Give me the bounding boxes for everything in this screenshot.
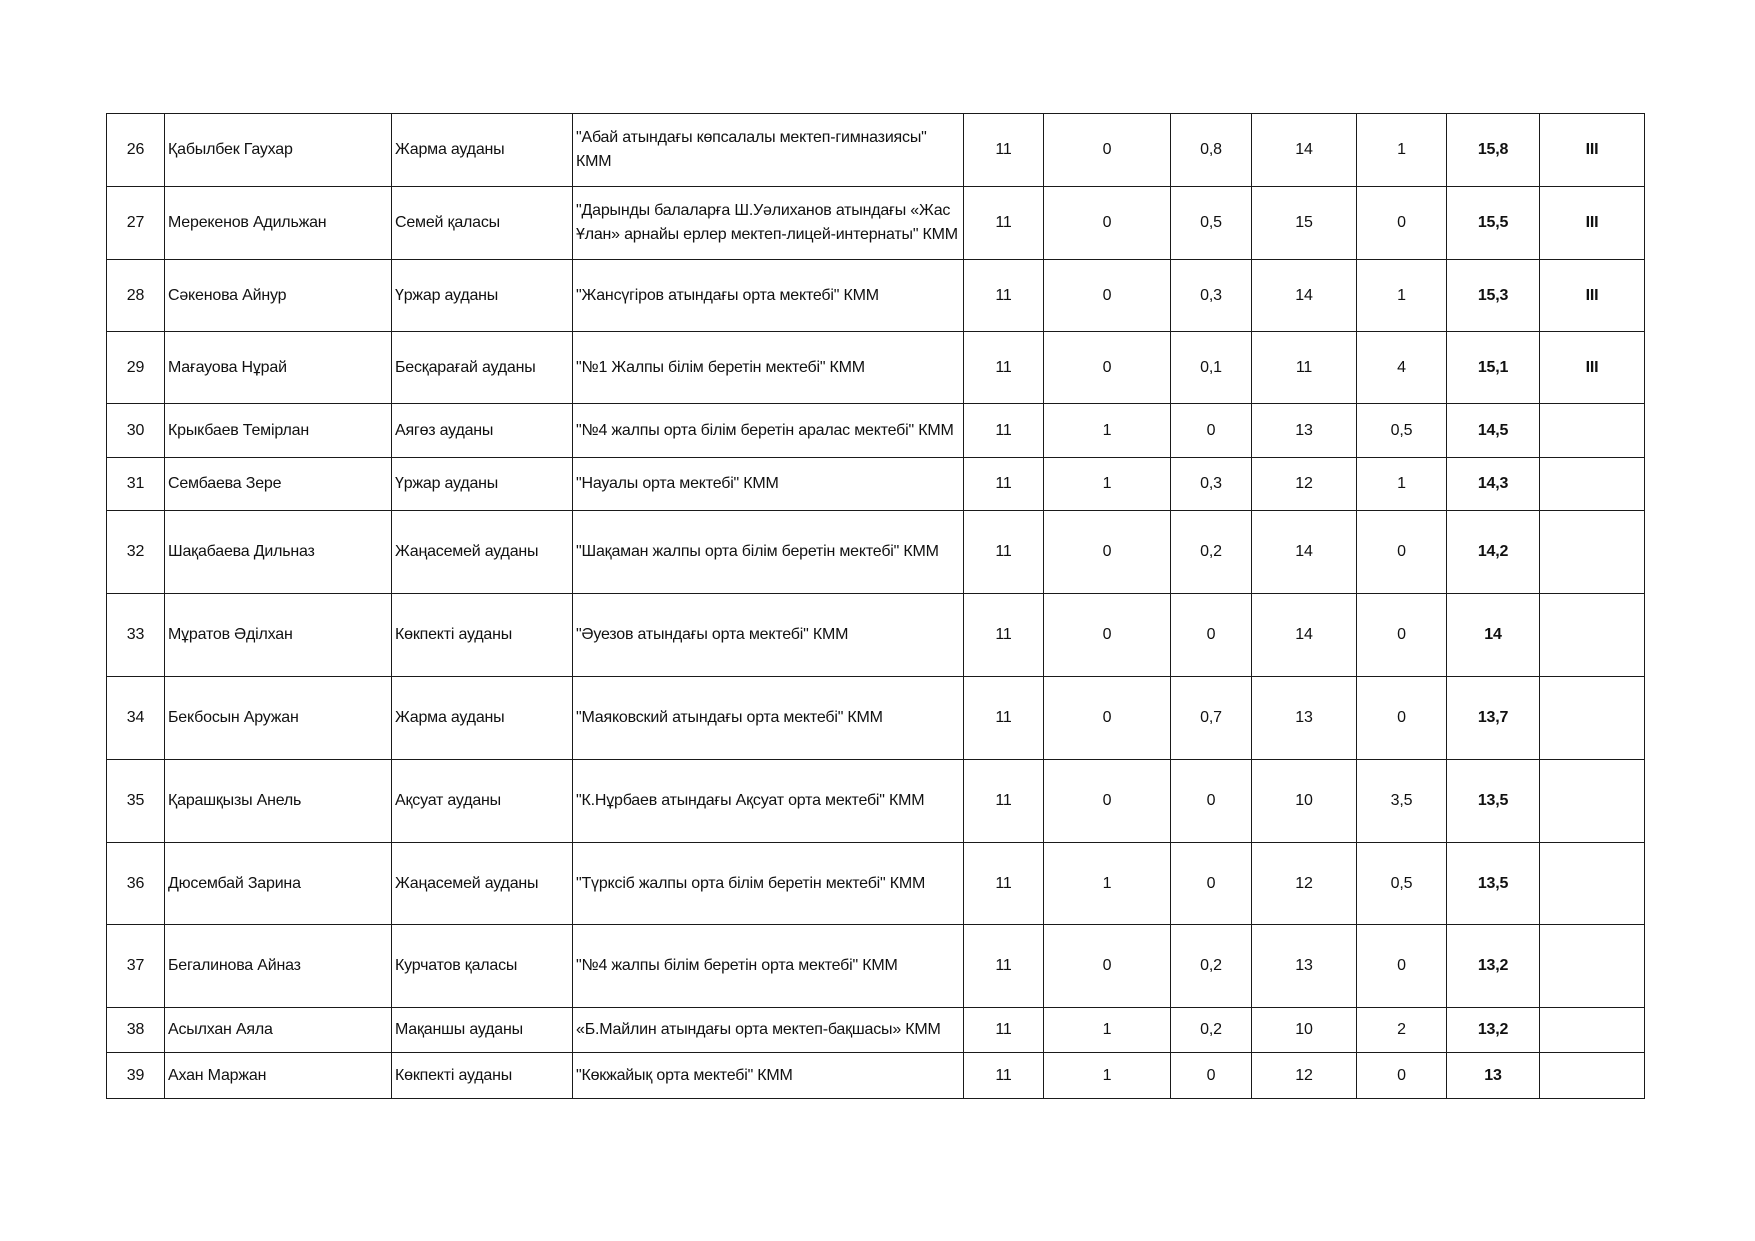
table-row [107,458,1645,511]
score-1-cell: 1 [1044,404,1171,458]
score-2-cell: 0,2 [1171,1008,1252,1053]
place-award-cell [1540,760,1645,843]
score-3-cell: 12 [1252,1053,1357,1099]
total-score-cell: 15,8 [1447,114,1540,187]
score-1-cell: 0 [1044,594,1171,677]
table-row [107,260,1645,332]
district-cell: Мақаншы ауданы [392,1008,573,1053]
score-2-cell: 0 [1171,760,1252,843]
school-name-cell: "№4 жалпы білім беретін орта мектебі" КММ [573,925,964,1008]
score-3-cell: 13 [1252,925,1357,1008]
score-2-cell: 0,5 [1171,187,1252,260]
total-score-cell: 13 [1447,1053,1540,1099]
total-score-cell: 13,2 [1447,1008,1540,1053]
participant-name-cell: Бекбосын Аружан [165,677,392,760]
grade-cell: 11 [964,458,1044,511]
district-cell: Жарма ауданы [392,677,573,760]
score-1-cell: 1 [1044,843,1171,925]
district-cell: Үржар ауданы [392,260,573,332]
place-award-cell: III [1540,260,1645,332]
grade-cell: 11 [964,760,1044,843]
district-cell: Үржар ауданы [392,458,573,511]
table-row [107,594,1645,677]
score-2-cell: 0,3 [1171,260,1252,332]
school-name-cell: "Дарынды балаларға Ш.Уәлиханов атындағы «Жас Ұлан» арнайы ерлер мектеп-лицей-интернаты" КММ [573,187,964,260]
participant-name-cell: Сембаева Зере [165,458,392,511]
table-row [107,760,1645,843]
place-award-cell: III [1540,332,1645,404]
score-3-cell: 14 [1252,114,1357,187]
place-award-cell: III [1540,187,1645,260]
total-score-cell: 13,5 [1447,760,1540,843]
row-number-cell: 26 [107,114,165,187]
total-score-cell: 13,2 [1447,925,1540,1008]
score-1-cell: 0 [1044,114,1171,187]
participant-name-cell: Шақабаева Дильназ [165,511,392,594]
score-3-cell: 14 [1252,511,1357,594]
score-3-cell: 15 [1252,187,1357,260]
score-3-cell: 14 [1252,594,1357,677]
score-3-cell: 12 [1252,843,1357,925]
score-4-cell: 3,5 [1357,760,1447,843]
total-score-cell: 15,5 [1447,187,1540,260]
participant-name-cell: Қарашқызы Анель [165,760,392,843]
row-number-cell: 32 [107,511,165,594]
grade-cell: 11 [964,187,1044,260]
participant-name-cell: Сәкенова Айнур [165,260,392,332]
score-3-cell: 13 [1252,404,1357,458]
district-cell: Жаңасемей ауданы [392,511,573,594]
place-award-cell [1540,1053,1645,1099]
school-name-cell: "Түрксіб жалпы орта білім беретін мектебі" КММ [573,843,964,925]
row-number-cell: 33 [107,594,165,677]
district-cell: Ақсуат ауданы [392,760,573,843]
place-award-cell [1540,925,1645,1008]
total-score-cell: 13,7 [1447,677,1540,760]
district-cell: Жаңасемей ауданы [392,843,573,925]
row-number-cell: 39 [107,1053,165,1099]
grade-cell: 11 [964,332,1044,404]
school-name-cell: "№1 Жалпы білім беретін мектебі" КММ [573,332,964,404]
table-row [107,511,1645,594]
table-row [107,1008,1645,1053]
score-4-cell: 0 [1357,594,1447,677]
school-name-cell: "Маяковский атындағы орта мектебі" КММ [573,677,964,760]
score-4-cell: 4 [1357,332,1447,404]
row-number-cell: 31 [107,458,165,511]
score-2-cell: 0,1 [1171,332,1252,404]
district-cell: Көкпекті ауданы [392,1053,573,1099]
grade-cell: 11 [964,511,1044,594]
place-award-cell [1540,677,1645,760]
school-name-cell: "Көкжайық орта мектебі" КММ [573,1053,964,1099]
grade-cell: 11 [964,843,1044,925]
total-score-cell: 14,3 [1447,458,1540,511]
score-2-cell: 0,7 [1171,677,1252,760]
total-score-cell: 15,1 [1447,332,1540,404]
grade-cell: 11 [964,260,1044,332]
score-2-cell: 0 [1171,404,1252,458]
total-score-cell: 13,5 [1447,843,1540,925]
score-3-cell: 10 [1252,1008,1357,1053]
score-1-cell: 0 [1044,925,1171,1008]
place-award-cell [1540,843,1645,925]
place-award-cell [1540,511,1645,594]
district-cell: Семей қаласы [392,187,573,260]
grade-cell: 11 [964,677,1044,760]
row-number-cell: 38 [107,1008,165,1053]
results-table [106,113,1645,1099]
score-2-cell: 0,2 [1171,511,1252,594]
score-3-cell: 11 [1252,332,1357,404]
score-1-cell: 0 [1044,260,1171,332]
school-name-cell: "Науалы орта мектебі" КММ [573,458,964,511]
school-name-cell: "К.Нұрбаев атындағы Ақсуат орта мектебі" КММ [573,760,964,843]
row-number-cell: 27 [107,187,165,260]
total-score-cell: 14 [1447,594,1540,677]
participant-name-cell: Дюсембай Зарина [165,843,392,925]
score-2-cell: 0 [1171,1053,1252,1099]
grade-cell: 11 [964,404,1044,458]
district-cell: Жарма ауданы [392,114,573,187]
row-number-cell: 34 [107,677,165,760]
table-row [107,1053,1645,1099]
score-4-cell: 0,5 [1357,843,1447,925]
table-row [107,843,1645,925]
score-4-cell: 1 [1357,260,1447,332]
table-row [107,677,1645,760]
school-name-cell: «Б.Майлин атындағы орта мектеп-бақшасы» КММ [573,1008,964,1053]
school-name-cell: "Жансүгіров атындағы орта мектебі" КММ [573,260,964,332]
participant-name-cell: Бегалинова Айназ [165,925,392,1008]
table-row [107,925,1645,1008]
grade-cell: 11 [964,1008,1044,1053]
district-cell: Көкпекті ауданы [392,594,573,677]
participant-name-cell: Қабылбек Гаухар [165,114,392,187]
score-2-cell: 0 [1171,843,1252,925]
score-1-cell: 0 [1044,677,1171,760]
score-1-cell: 1 [1044,1008,1171,1053]
place-award-cell [1540,458,1645,511]
score-2-cell: 0,8 [1171,114,1252,187]
total-score-cell: 15,3 [1447,260,1540,332]
score-1-cell: 0 [1044,187,1171,260]
score-4-cell: 2 [1357,1008,1447,1053]
score-3-cell: 13 [1252,677,1357,760]
score-4-cell: 1 [1357,114,1447,187]
participant-name-cell: Ахан Маржан [165,1053,392,1099]
participant-name-cell: Асылхан Аяла [165,1008,392,1053]
score-4-cell: 0 [1357,187,1447,260]
score-4-cell: 1 [1357,458,1447,511]
row-number-cell: 29 [107,332,165,404]
score-2-cell: 0 [1171,594,1252,677]
total-score-cell: 14,5 [1447,404,1540,458]
district-cell: Бесқарағай ауданы [392,332,573,404]
score-1-cell: 0 [1044,332,1171,404]
school-name-cell: "Абай атындағы көпсалалы мектеп-гимназиясы" КММ [573,114,964,187]
place-award-cell: III [1540,114,1645,187]
score-1-cell: 1 [1044,1053,1171,1099]
row-number-cell: 28 [107,260,165,332]
district-cell: Аягөз ауданы [392,404,573,458]
participant-name-cell: Мұратов Әділхан [165,594,392,677]
place-award-cell [1540,1008,1645,1053]
school-name-cell: "Шақаман жалпы орта білім беретін мектебі" КММ [573,511,964,594]
grade-cell: 11 [964,925,1044,1008]
score-3-cell: 10 [1252,760,1357,843]
score-1-cell: 0 [1044,511,1171,594]
participant-name-cell: Мағауова Нұрай [165,332,392,404]
table-body [107,114,1645,1099]
school-name-cell: "№4 жалпы орта білім беретін аралас мектебі" КММ [573,404,964,458]
place-award-cell [1540,404,1645,458]
score-4-cell: 0 [1357,511,1447,594]
participant-name-cell: Мерекенов Адильжан [165,187,392,260]
score-4-cell: 0 [1357,1053,1447,1099]
score-4-cell: 0 [1357,677,1447,760]
grade-cell: 11 [964,114,1044,187]
score-2-cell: 0,3 [1171,458,1252,511]
score-3-cell: 12 [1252,458,1357,511]
row-number-cell: 37 [107,925,165,1008]
score-2-cell: 0,2 [1171,925,1252,1008]
participant-name-cell: Крыкбаев Темірлан [165,404,392,458]
row-number-cell: 30 [107,404,165,458]
score-4-cell: 0 [1357,925,1447,1008]
score-1-cell: 1 [1044,458,1171,511]
score-1-cell: 0 [1044,760,1171,843]
school-name-cell: "Әуезов атындағы орта мектебі" КММ [573,594,964,677]
place-award-cell [1540,594,1645,677]
score-3-cell: 14 [1252,260,1357,332]
score-4-cell: 0,5 [1357,404,1447,458]
table-row [107,404,1645,458]
table-row [107,332,1645,404]
table-row [107,187,1645,260]
total-score-cell: 14,2 [1447,511,1540,594]
table-row [107,114,1645,187]
row-number-cell: 35 [107,760,165,843]
grade-cell: 11 [964,594,1044,677]
district-cell: Курчатов қаласы [392,925,573,1008]
grade-cell: 11 [964,1053,1044,1099]
row-number-cell: 36 [107,843,165,925]
